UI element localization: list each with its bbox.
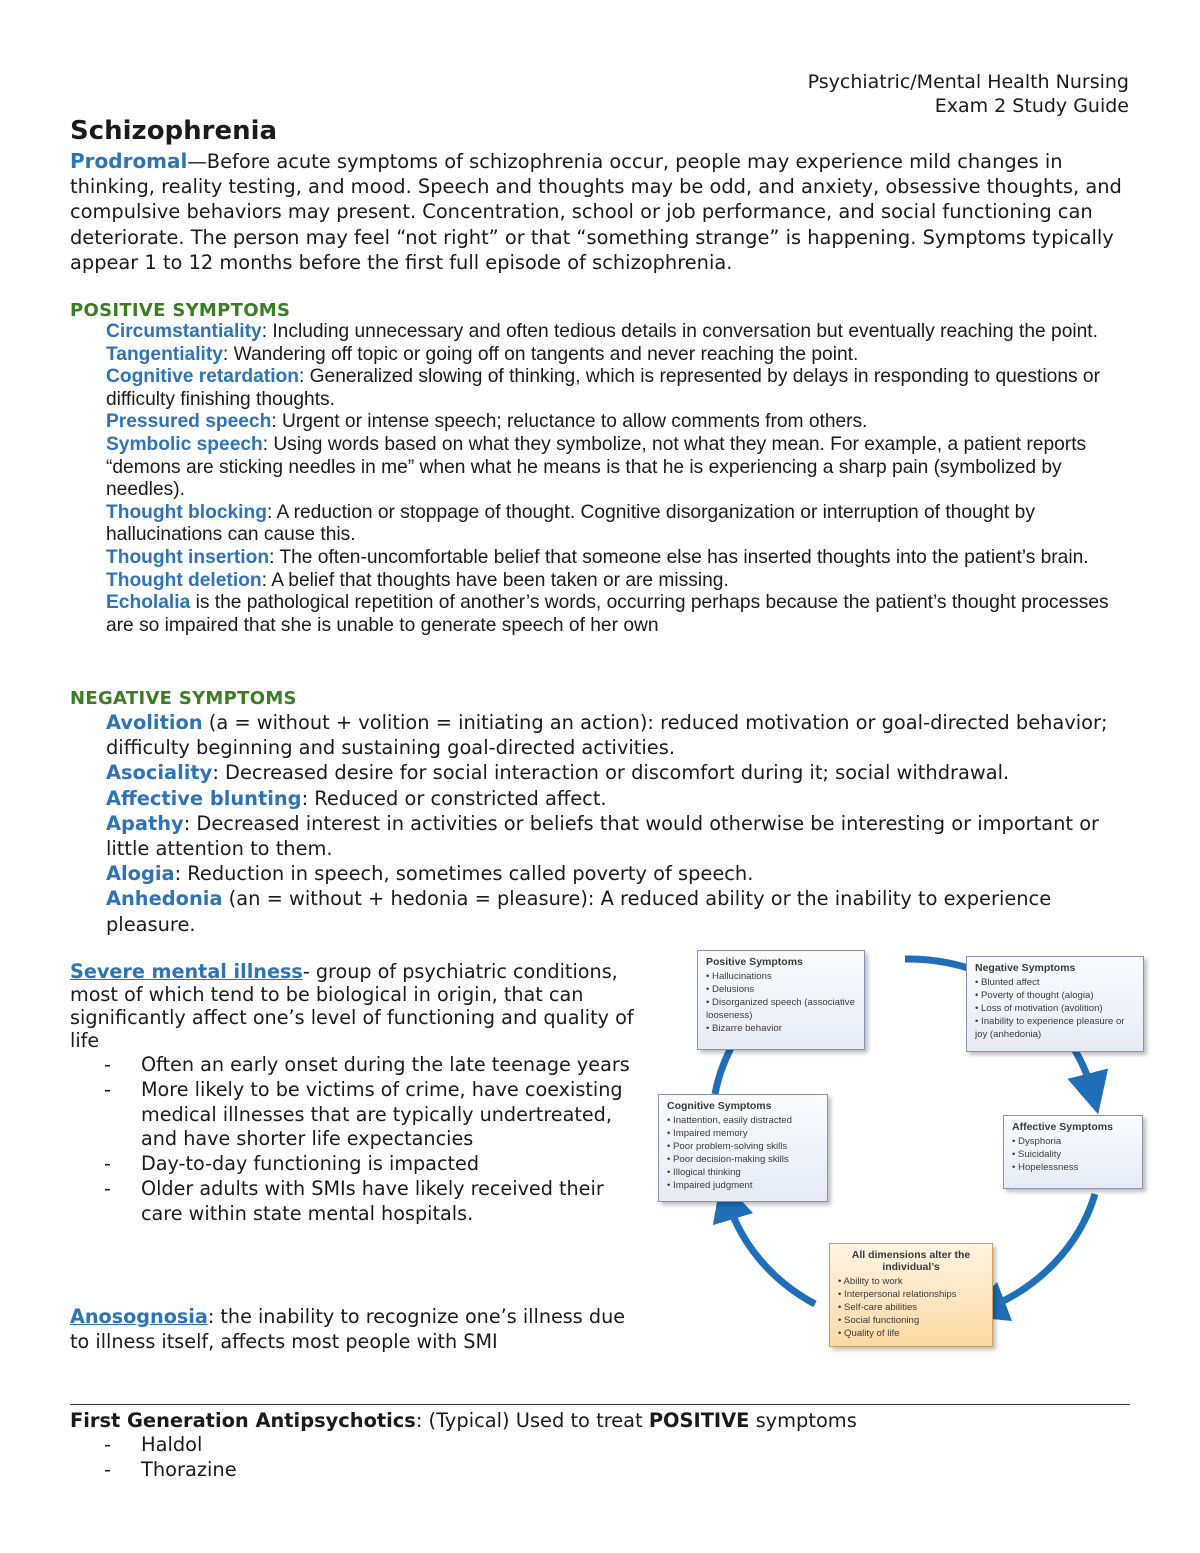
list-item: - Older adults with SMIs have likely received their care within state mental hospitals. [104,1177,634,1227]
symptom-definition: : Including unnecessary and often tedious details in conversation but eventually reaching the point. [261,321,1098,342]
negative-symptoms-box [966,956,1144,1052]
box-title: Affective Symptoms [1012,1121,1113,1133]
box-title: Cognitive Symptoms [667,1100,772,1112]
symptom-definition: : The often-uncomfortable belief that someone else has inserted thoughts into the patient’s brain. [269,546,1089,568]
page-title: Schizophrenia [70,116,278,146]
symptom-term: Alogia [106,862,175,886]
anosognosia-term: Anosognosia [70,1305,208,1328]
box-item: • Bizarre behavior [706,1022,856,1035]
symptom-term: Avolition [106,711,203,734]
list-item [106,547,1136,570]
symptom-definition: : Decreased desire for social interaction or discomfort during it; social withdrawal. [212,761,1010,785]
symptom-term: Apathy [106,811,184,835]
symptom-term: Anhedonia [106,887,223,911]
symptom-term: Echolalia [106,592,191,614]
box-item: • Disorganized speech (associative looseness) [706,996,856,1022]
list-item [106,592,1136,637]
box-item: • Poor decision-making skills [667,1153,819,1166]
smi-bullet-list [104,1053,634,1227]
box-item: • Inattention, easily distracted [667,1114,819,1127]
box-item: • Interpersonal relationships [838,1288,984,1301]
list-item: - Day-to-day functioning is impacted [104,1152,634,1177]
symptom-definition: : Generalized slowing of thinking, which is represented by delays in responding to questions or difficulty finishing thoughts. [106,366,1100,410]
prodromal-paragraph [70,149,1130,275]
box-item: • Quality of life [838,1327,984,1340]
box-item: • Poverty of thought (alogia) [975,989,1135,1002]
box-item: • Self-care abilities [838,1301,984,1314]
symptom-definition: : Urgent or intense speech; reluctance to allow comments from others. [271,411,868,433]
anosognosia-text: : the inability to recognize one’s illness due to illness itself, affects most people with SMI [70,1305,626,1353]
symptom-term: Thought deletion [106,569,262,591]
box-item: • Illogical thinking [667,1166,819,1179]
all-dimensions-box [829,1243,993,1347]
list-item [106,434,1136,502]
symptom-term: Thought insertion [106,546,270,568]
positive-symptoms-list [106,321,1136,637]
symptom-term: Thought blocking [106,501,267,523]
negative-symptoms-heading: NEGATIVE SYMPTOMS [70,688,297,709]
box-item: • Delusions [706,983,856,996]
symptom-definition: : Using words based on what they symbolize, not what they mean. For example, a patient reports “demons are sticking needles in me” when what he means is that he is experiencing a sharp pain (symbolized by needles). [106,433,1087,501]
symptom-term: Pressured speech [106,411,272,433]
box-item: • Suicidality [1012,1148,1134,1161]
box-item: • Hallucinations [706,970,856,983]
guide-title: Exam 2 Study Guide [934,95,1129,117]
box-item: • Impaired judgment [667,1179,819,1192]
box-item: • Social functioning [838,1314,984,1327]
section-divider [70,1404,1130,1405]
symptom-definition: is the pathological repetition of another’s words, occurring perhaps because the patient’s thought processes are so impaired that she is unable to generate speech of her own [106,592,1109,636]
smi-text: - group of psychiatric conditions, most of which tend to be biological in origin, that can significantly affect one’s level of functioning and quality of life [70,960,634,1052]
list-item [106,570,1136,593]
symptom-definition: : A reduction or stoppage of thought. Cognitive disorganization or interruption of thought by hallucinations can cause this. [106,501,1035,546]
list-item: - Thorazine [104,1457,237,1482]
document-header [808,70,1129,118]
symptom-term: Circumstantiality [106,321,262,342]
positive-symptoms-heading: POSITIVE SYMPTOMS [70,300,291,321]
list-item [106,321,1136,344]
symptom-definition: : A belief that thoughts have been taken or are missing. [261,569,729,591]
symptom-definition: : Reduced or constricted affect. [301,786,607,810]
box-item: • Ability to work [838,1275,984,1288]
fga-drug-list [104,1432,237,1482]
symptom-term: Affective blunting [106,786,302,810]
list-item [106,411,1136,434]
fga-emphasis: POSITIVE [648,1409,750,1432]
symptom-term: Asociality [106,761,213,785]
list-item [106,861,1136,886]
prodromal-text: —Before acute symptoms of schizophrenia occur, people may experience mild changes in thinking, reality testing, and mood. Speech and thoughts may be odd, and anxiety, obsessive thoughts, and compulsive behaviors may present. Concentration, school or job performance, and social functioning can deteriorate. The person may feel “not right” or that “something strange” is happening. Symptoms typically appear 1 to 12 months before the first full episode of schizophrenia. [70,150,1122,274]
fga-text: : (Typical) Used to treat [415,1409,649,1432]
prodromal-term: Prodromal [70,149,188,173]
box-title: All dimensions alter the individual’s [851,1249,971,1273]
box-item: • Loss of motivation (avolition) [975,1002,1135,1015]
symptom-definition: (an = without + hedonia = pleasure): A reduced ability or the inability to experience pleasure. [106,887,1052,936]
list-item [106,786,1136,811]
anosognosia-definition [70,1304,645,1354]
symptom-term: Symbolic speech [106,433,263,455]
list-item [106,710,1136,760]
symptom-definition: : Decreased interest in activities or beliefs that would otherwise be interesting or important or little attention to them. [106,811,1100,861]
cognitive-symptoms-box [658,1094,828,1202]
list-item [106,502,1136,547]
list-item: - More likely to be victims of crime, have coexisting medical illnesses that are typically undertreated, and have shorter life expectancies [104,1078,634,1152]
box-item: • Hopelessness [1012,1161,1134,1174]
box-title: Positive Symptoms [706,956,803,968]
box-item: • Dysphoria [1012,1135,1134,1148]
fga-text-end: symptoms [749,1409,857,1432]
box-item: • Blunted affect [975,976,1135,989]
symptom-definition: (a = without + volition = initiating an action): reduced motivation or goal-directed behavior; difficulty beginning and sustaining goal-directed activities. [106,711,1108,760]
symptom-dimensions-diagram [655,944,1150,1352]
affective-symptoms-box [1003,1115,1143,1189]
symptom-definition: : Wandering off topic or going off on tangents and never reaching the point. [222,343,859,365]
negative-symptoms-list [106,710,1136,937]
list-item [106,344,1136,367]
symptom-term: Tangentiality [106,343,223,365]
course-title: Psychiatric/Mental Health Nursing [807,71,1129,93]
box-title: Negative Symptoms [975,962,1076,974]
list-item [106,886,1136,936]
box-item: • Impaired memory [667,1127,819,1140]
fga-term: First Generation Antipsychotics [70,1409,416,1432]
smi-term: Severe mental illness [70,960,303,983]
fga-heading [70,1408,857,1433]
list-item: - Often an early onset during the late teenage years [104,1053,634,1078]
list-item: - Haldol [104,1432,237,1457]
box-item: • Inability to experience pleasure or joy (anhedonia) [975,1015,1135,1041]
symptom-definition: : Reduction in speech, sometimes called poverty of speech. [174,862,754,886]
box-item: • Poor problem-solving skills [667,1140,819,1153]
positive-symptoms-box [697,950,865,1050]
symptom-term: Cognitive retardation [106,366,299,388]
list-item [106,760,1136,785]
list-item [106,811,1136,861]
smi-definition [70,960,640,1052]
list-item [106,366,1136,411]
